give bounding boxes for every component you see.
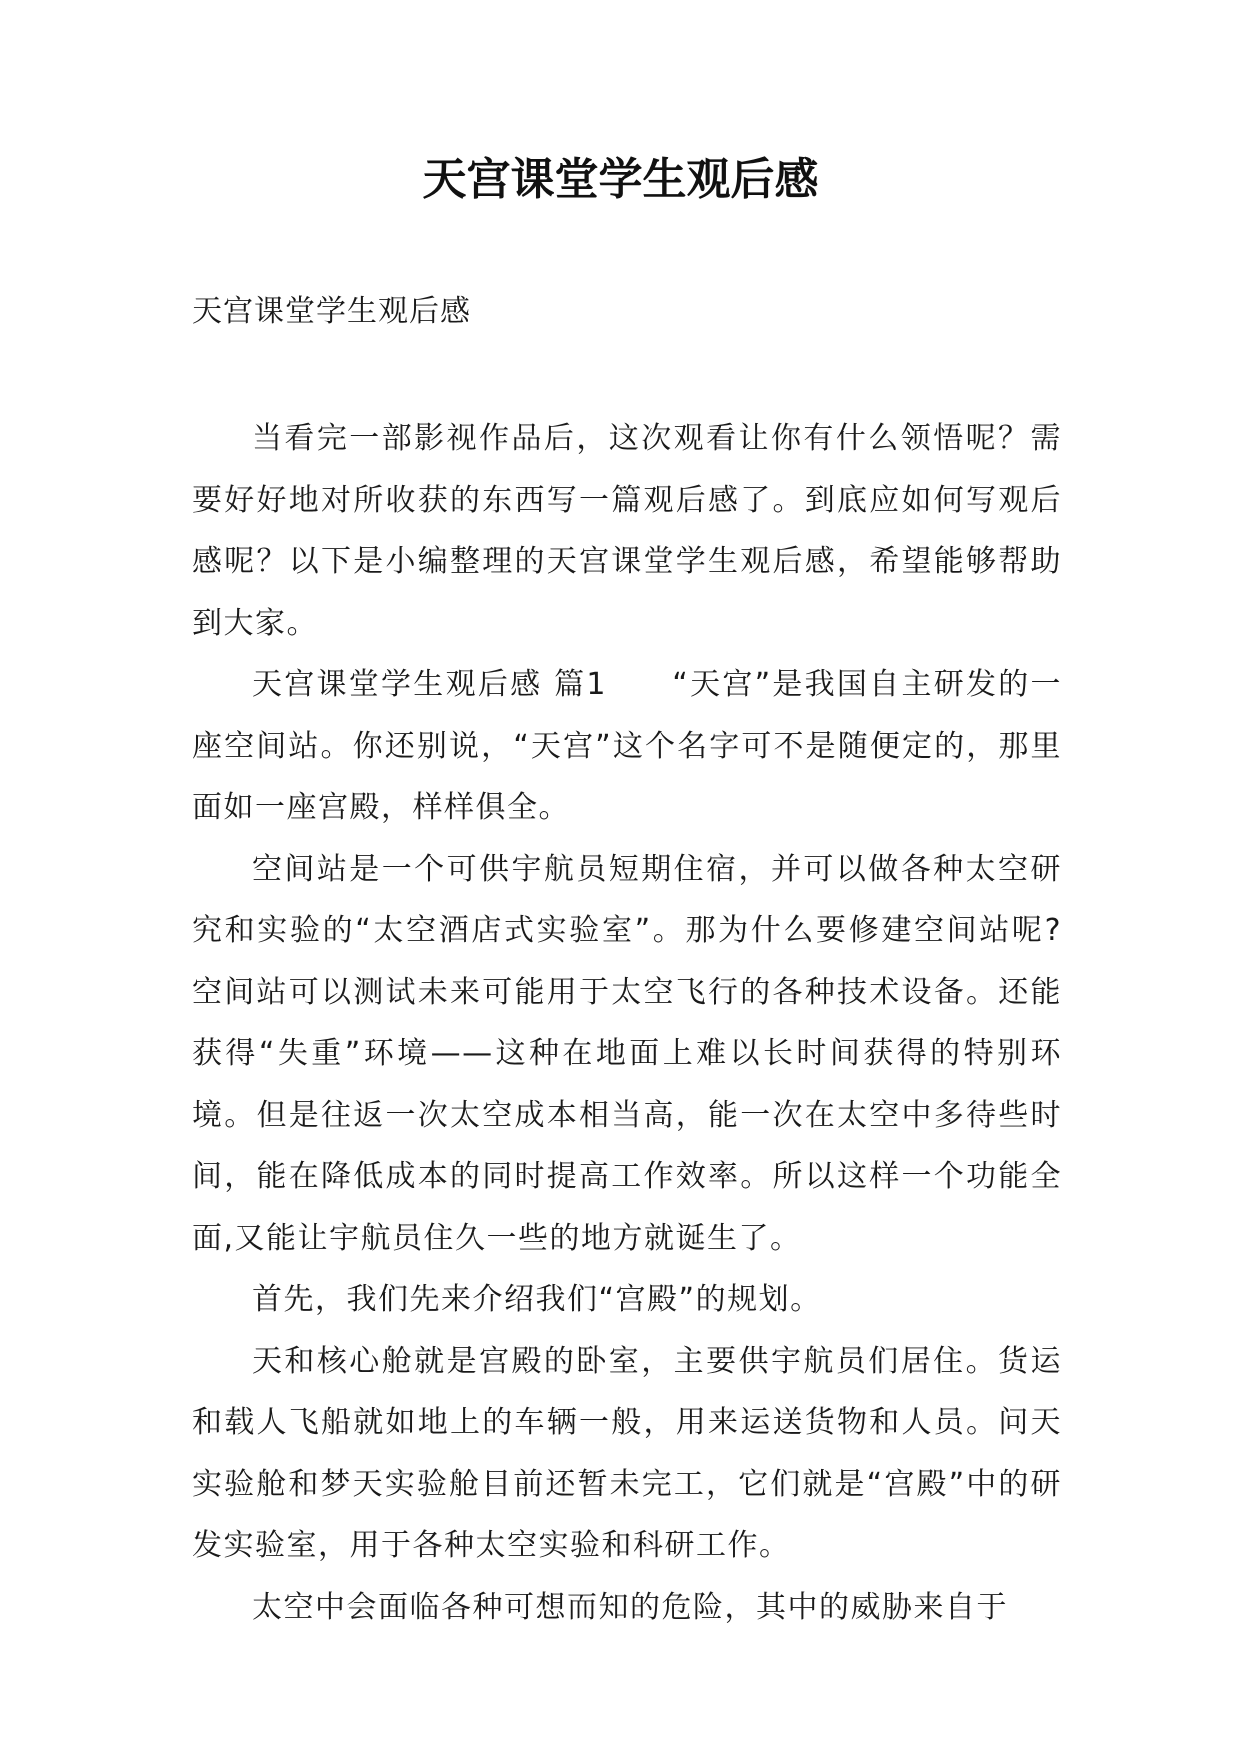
paragraph-palace-plan: 首先，我们先来介绍我们“宫殿”的规划。	[252, 1282, 822, 1317]
document-body	[192, 408, 1062, 1638]
paragraph-section-1: 天宫课堂学生观后感 篇1 “天宫”是我国自主研发的一座空间站。你还别说，“天宫”这个名字可不是随便定的，那里面如一座宫殿，样样俱全。	[192, 667, 1062, 825]
paragraph-intro: 当看完一部影视作品后，这次观看让你有什么领悟呢？需要好好地对所收获的东西写一篇观后感了。到底应如何写观后感呢？以下是小编整理的天宫课堂学生观后感，希望能够帮助到大家。	[192, 421, 1062, 641]
paragraph-space-station: 空间站是一个可供宇航员短期住宿，并可以做各种太空研究和实验的“太空酒店式实验室”。那为什么要修建空间站呢?空间站可以测试未来可能用于太空飞行的各种技术设备。还能获得“失重”环境——这种在地面上难以长时间获得的特别环境。但是往返一次太空成本相当高，能一次在太空中多待些时间，能在降低成本的同时提高工作效率。所以这样一个功能全面,又能让宇航员住久一些的地方就诞生了。	[192, 851, 1062, 1256]
paragraph-dangers: 太空中会面临各种可想而知的危险，其中的威胁来自于	[252, 1589, 1008, 1625]
document-subtitle: 天宫课堂学生观后感	[192, 294, 471, 329]
document-title: 天宫课堂学生观后感	[422, 154, 819, 205]
paragraph-modules: 天和核心舱就是宫殿的卧室，主要供宇航员们居住。货运和载人飞船就如地上的车辆一般，用来运送货物和人员。问天实验舱和梦天实验舱目前还暂未完工，它们就是“宫殿”中的研发实验室，用于各种太空实验和科研工作。	[192, 1343, 1062, 1563]
